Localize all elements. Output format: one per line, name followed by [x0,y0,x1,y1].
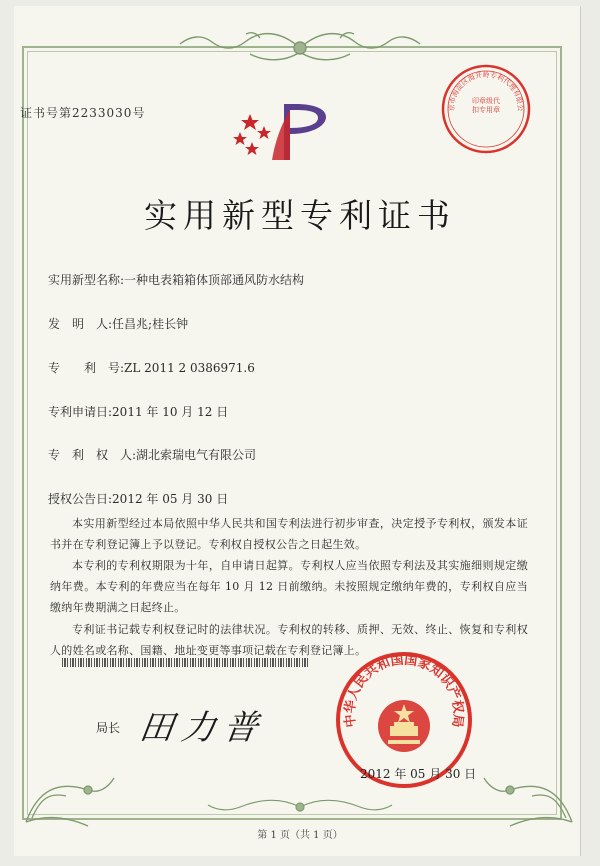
agency-stamp-inner-text: 印章级代扣专用章 [472,97,500,114]
page-number: 第 1 页（共 1 页） [257,830,343,841]
field-label: 专利申请日: [48,405,113,419]
field-label: 授权公告日: [48,492,113,506]
director-label: 局长 [96,721,121,735]
paragraph-legal-status: 专利证书记载专利权登记时的法律状况。专利权的转移、质押、无效、终止、恢复和专利权人的姓名或名称、国籍、地址变更等事项记载在专利登记簿上。 [50,623,528,657]
agency-stamp [440,63,532,155]
field-patentee [48,446,256,463]
field-label: 发 明 人: [48,317,113,331]
paragraph-term: 本专利的专利权期限为十年，自申请日起算。专利权人应当依照专利法及其实施细则规定缴纳年费。本专利的年费应当在每年 10 月 12 日前缴纳。未按照规定缴纳年费的，专利权自应当缴纳年费期满之日起终止。 [50,559,528,614]
field-value: 一种电表箱箱体顶部通风防水结构 [124,273,305,287]
field-label: 实用新型名称: [48,273,125,287]
issue-date: 2012 年 05 月 30 日 [360,767,477,781]
field-inventor [48,315,188,332]
field-utility-model-name [48,271,304,288]
field-value: ZL 2011 2 0386971.6 [124,361,255,375]
director-signature: 田力普 [136,708,269,748]
field-patent-number [48,359,255,376]
certificate-number: 证书号第2233030号 [20,106,146,120]
official-seal-text: 中华人民共和国国家知识产权局 [342,652,466,729]
field-filing-date [48,403,228,420]
patent-office-logo-icon [232,96,332,168]
certificate-title: 实用新型专利证书 [144,196,456,235]
field-label: 专 利 权 人: [48,448,137,462]
field-grant-date [48,490,228,507]
paragraph-grant: 本实用新型经过本局依照中华人民共和国专利法进行初步审查，决定授予专利权，颁发本证书并在专利登记簿上予以登记。专利权自授权公告之日起生效。 [50,517,528,551]
field-value: 任昌兆;桂长钟 [112,317,189,331]
national-emblem-icon [378,700,430,752]
field-label: 专 利 号: [48,361,125,375]
agency-stamp-text: 京市海淀区海开岭专利代理有限公 [447,71,525,112]
field-value: 2012 年 05 月 30 日 [112,492,229,506]
field-value: 湖北索瑞电气有限公司 [136,448,257,462]
barcode [62,658,310,667]
field-value: 2011 年 10 月 12 日 [112,405,229,419]
